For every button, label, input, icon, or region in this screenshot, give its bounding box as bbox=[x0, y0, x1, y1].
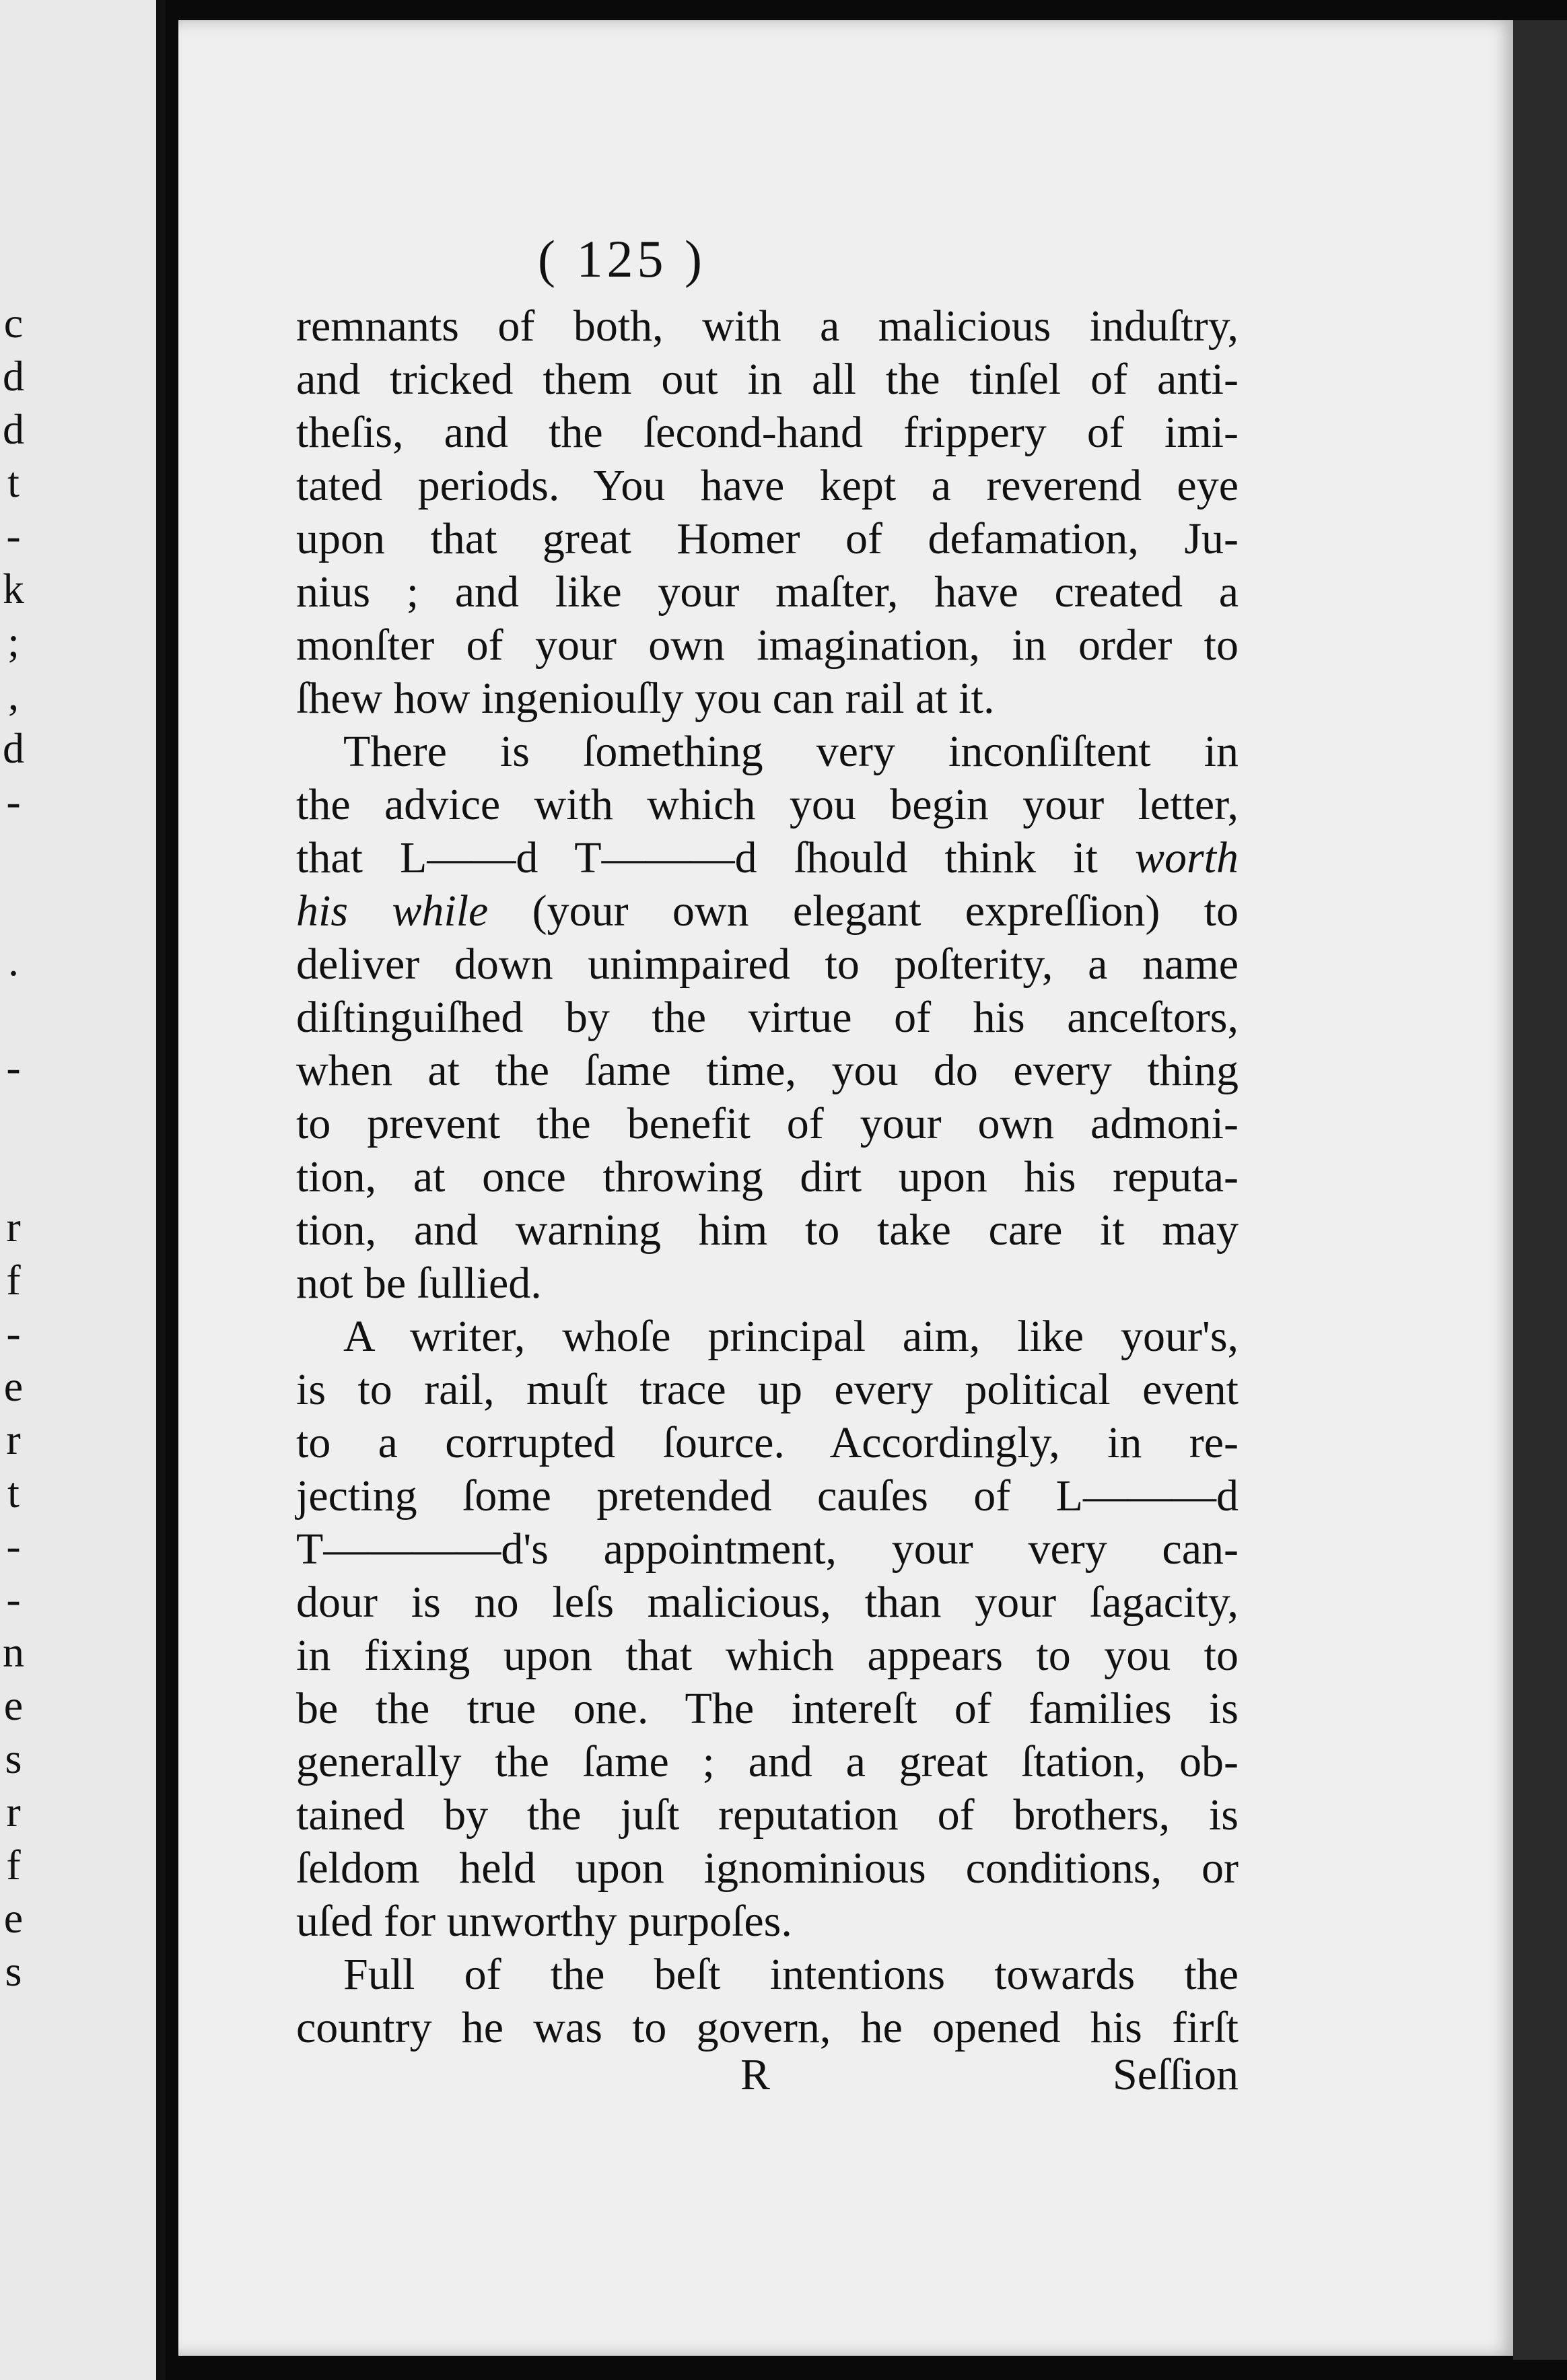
margin-letter: - bbox=[6, 777, 21, 825]
text-line: the advice with which you begin your letter, bbox=[296, 780, 1239, 829]
page-number bbox=[0, 229, 1567, 289]
text-line: that L——d T———d ſhould think it worth bbox=[296, 833, 1239, 882]
text-line: remnants of both, with a malicious induſtry, bbox=[296, 302, 1239, 351]
margin-letter: e bbox=[3, 1362, 24, 1410]
margin-letter: d bbox=[3, 724, 24, 772]
margin-letter bbox=[0, 881, 27, 934]
text-line: in fixing upon that which appears to you to bbox=[296, 1631, 1239, 1680]
page-edge-shadow bbox=[1513, 20, 1567, 2360]
margin-letter: t bbox=[7, 458, 20, 506]
text-line: tion, and warning him to take care it may bbox=[296, 1205, 1239, 1255]
text-line: his while (your own elegant expreſſion) to bbox=[296, 886, 1239, 936]
margin-letter: r bbox=[6, 1788, 21, 1835]
margin-letter: . bbox=[8, 937, 19, 985]
text-line: generally the ſame ; and a great ſtation, ob- bbox=[296, 1737, 1239, 1786]
margin-letter: s bbox=[5, 1947, 22, 1995]
text-line: There is ſomething very inconſiſtent in bbox=[343, 727, 1239, 776]
margin-letter: e bbox=[3, 1681, 24, 1729]
margin-letter: f bbox=[6, 1841, 21, 1889]
margin-letter bbox=[0, 987, 27, 1041]
margin-letter: - bbox=[6, 1575, 21, 1623]
text-line: tion, at once throwing dirt upon his reputa- bbox=[296, 1152, 1239, 1201]
margin-letter bbox=[0, 1147, 27, 1200]
margin-letter bbox=[0, 828, 27, 881]
margin-letter: f bbox=[6, 1256, 21, 1304]
text-line: T————d's appointment, your very can- bbox=[296, 1525, 1239, 1574]
text-line: nius ; and like your maſter, have created a bbox=[296, 567, 1239, 617]
left-page-margin-letters bbox=[0, 296, 27, 1998]
text-line: be the true one. The intereſt of families is bbox=[296, 1684, 1239, 1733]
text-line: upon that great Homer of defamation, Ju- bbox=[296, 514, 1239, 563]
margin-letter: k bbox=[3, 565, 24, 612]
text-line: is to rail, muſt trace up every political event bbox=[296, 1365, 1239, 1414]
margin-letter: d bbox=[3, 352, 24, 400]
margin-letter: r bbox=[6, 1203, 21, 1251]
text-line: diſtinguiſhed by the virtue of his anceſtors, bbox=[296, 993, 1239, 1042]
text-line: A writer, whoſe principal aim, like your's, bbox=[343, 1312, 1239, 1361]
text-line: dour is no leſs malicious, than your ſagacity, bbox=[296, 1578, 1239, 1627]
margin-letter: n bbox=[3, 1628, 24, 1676]
text-line: Full of the beſt intentions towards the bbox=[343, 1950, 1239, 1999]
text-line: jecting ſome pretended cauſes of L———d bbox=[296, 1471, 1239, 1520]
text-line: ſhew how ingeniouſly you can rail at it. bbox=[296, 674, 995, 723]
text-line: deliver down unimpaired to poſterity, a name bbox=[296, 940, 1239, 989]
margin-letter: t bbox=[7, 1469, 20, 1516]
margin-letter: e bbox=[3, 1894, 24, 1942]
text-line: monſter of your own imagination, in order to bbox=[296, 621, 1239, 670]
text-line: to prevent the benefit of your own admoni- bbox=[296, 1099, 1239, 1148]
margin-letter: , bbox=[8, 671, 19, 719]
margin-letter: - bbox=[6, 1043, 21, 1091]
margin-letter: - bbox=[6, 1522, 21, 1570]
margin-letter: ; bbox=[7, 618, 20, 666]
left-facing-page bbox=[0, 0, 166, 2380]
catchword: Seſſion bbox=[1112, 2050, 1239, 2099]
margin-letter: d bbox=[3, 405, 24, 453]
page-number-text: ( 125 ) bbox=[538, 230, 706, 288]
margin-letter: - bbox=[6, 512, 21, 559]
text-line: ſeldom held upon ignominious conditions, or bbox=[296, 1844, 1239, 1893]
body-text bbox=[296, 300, 1239, 2054]
text-line: not be ſullied. bbox=[296, 1259, 542, 1308]
text-line: when at the ſame time, you do every thing bbox=[296, 1046, 1239, 1095]
text-line: tated periods. You have kept a reverend eye bbox=[296, 461, 1239, 510]
margin-letter: s bbox=[5, 1735, 22, 1782]
text-line: to a corrupted ſource. Accordingly, in re- bbox=[296, 1418, 1239, 1467]
text-line: tained by the juſt reputation of brothers, is bbox=[296, 1790, 1239, 1840]
text-line: theſis, and the ſecond-hand frippery of imi- bbox=[296, 408, 1239, 457]
signature-mark: R bbox=[740, 2050, 771, 2099]
margin-letter bbox=[0, 1094, 27, 1147]
text-line: and tricked them out in all the tinſel of anti- bbox=[296, 355, 1239, 404]
text-line: uſed for unworthy purpoſes. bbox=[296, 1897, 792, 1946]
margin-letter: r bbox=[6, 1415, 21, 1463]
margin-letter: c bbox=[3, 299, 24, 347]
text-line: country he was to govern, he opened his firſt bbox=[296, 2003, 1239, 2052]
margin-letter: - bbox=[6, 1309, 21, 1357]
